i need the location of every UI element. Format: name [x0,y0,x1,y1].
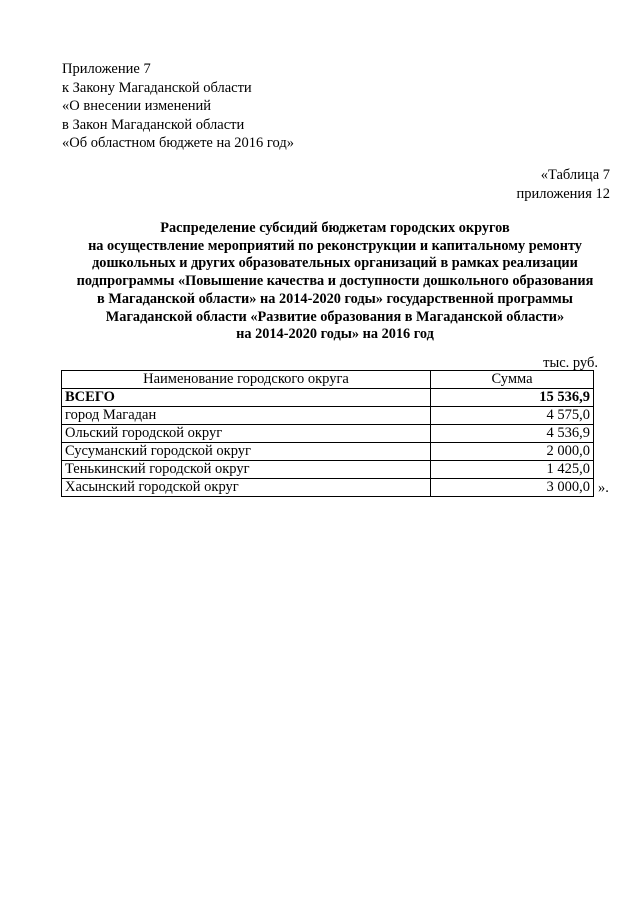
table-row [62,443,594,461]
district-amount: 4 536,9 [431,425,594,443]
title-line: дошкольных и других образовательных организаций в рамках реализации [92,255,578,272]
table-reference-line: «Таблица 7 [540,167,610,183]
appendix-header [62,60,294,153]
title-line: подпрограммы «Повышение качества и доступности дошкольного образования [76,273,594,290]
district-name: Тенькинский городской округ [62,461,431,479]
title-line: в Магаданской области» на 2014-2020 годы» государственной программы [97,290,573,307]
district-amount: 2 000,0 [431,443,594,461]
appendix-line: Приложение 7 [62,61,151,77]
column-header-name: Наименование городского округа [62,371,431,389]
district-name: Сусуманский городской округ [62,443,431,461]
document-title [50,220,620,344]
district-amount: 4 575,0 [431,407,594,425]
column-header-amount: Сумма [431,371,594,389]
table-row [62,407,594,425]
appendix-line: к Закону Магаданской области [62,79,252,96]
district-amount: 3 000,0 [431,479,594,497]
table-header-row [62,371,594,389]
title-line: на 2014-2020 годы» на 2016 год [236,326,434,343]
district-name: Ольский городской округ [62,425,431,443]
table-row [62,461,594,479]
district-name: город Магадан [62,407,431,425]
title-line: Распределение субсидий бюджетам городских округов [160,220,510,236]
table-row [62,479,594,497]
units-label: тыс. руб. [543,355,598,371]
subsidy-table [61,370,594,497]
appendix-line: в Закон Магаданской области [62,116,245,133]
total-label: ВСЕГО [62,389,431,407]
total-amount: 15 536,9 [431,389,594,407]
district-amount: 1 425,0 [431,461,594,479]
district-name: Хасынский городской округ [62,479,431,497]
table-reference-line: приложения 12 [516,185,610,202]
appendix-line: «О внесении изменений [62,98,212,115]
total-row [62,389,594,407]
table-reference [517,166,610,203]
table-row [62,425,594,443]
appendix-line: «Об областном бюджете на 2016 год» [62,135,294,152]
closing-quote: ». [598,480,609,496]
title-line: на осуществление мероприятий по реконструкции и капитальному ремонту [88,237,582,254]
title-line: Магаданской области «Развитие образования в Магаданской области» [105,308,565,325]
